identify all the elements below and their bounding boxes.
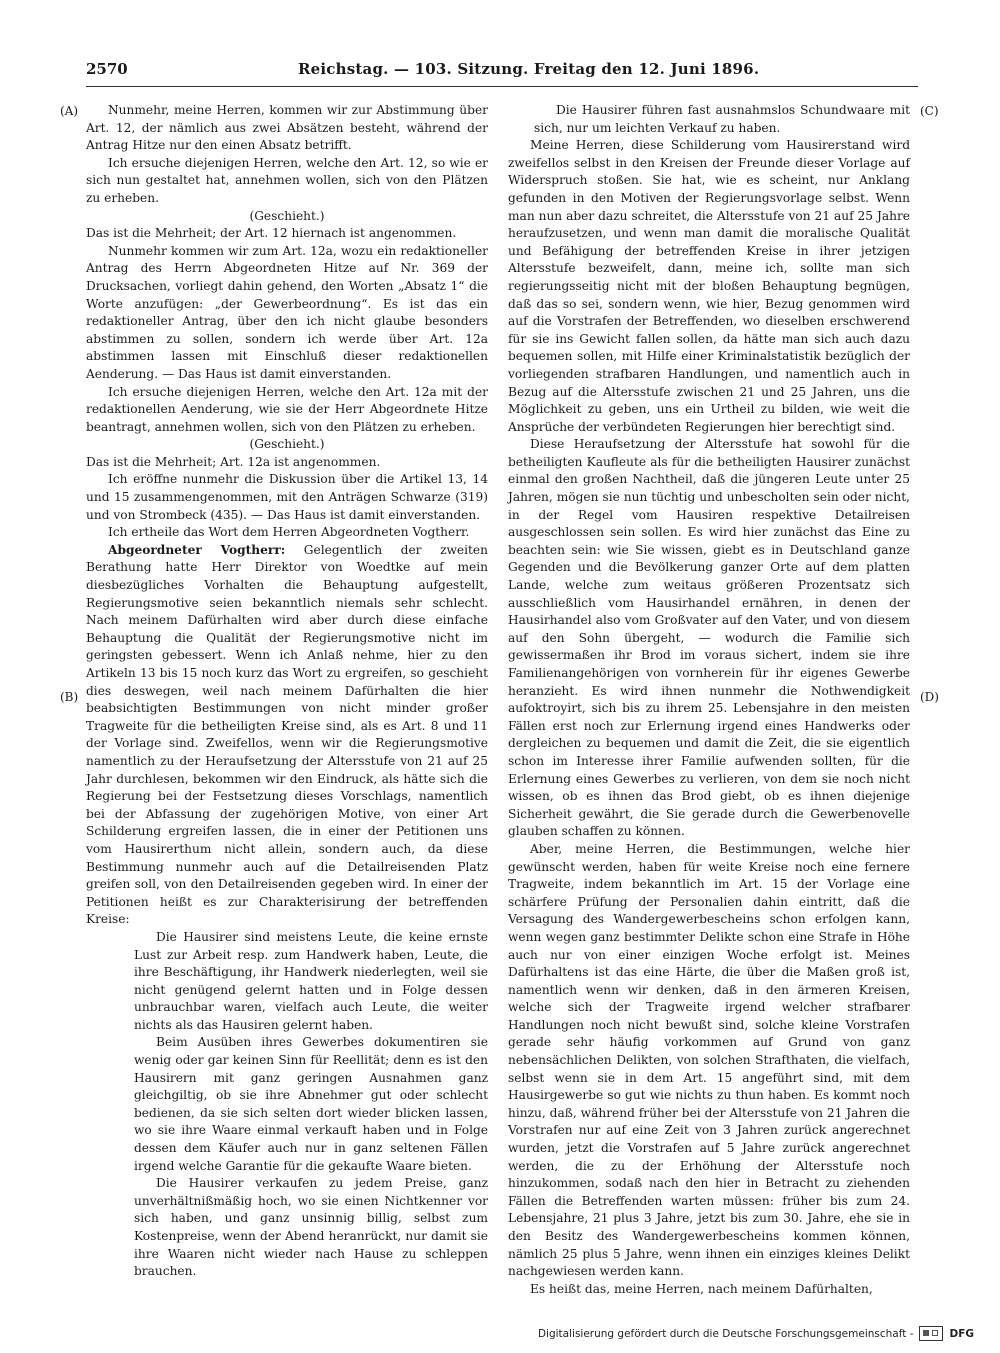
running-head: Reichstag. — 103. Sitzung. Freitag den 12. Juni 1896. [298,60,760,78]
digitization-credit [538,1326,974,1341]
paragraph: Meine Herren, diese Schilderung vom Hausirerstand wird zweifellos selbst in den Kreisen der Freunde dieser Vorlage auf Widerspruch stoßen. Sie hat, wie es scheint, nur Anklang gefunden in den Motiven der Regierungsvorlage selbst. Wenn man nun aber dazu schreitet, die Altersstufe von 21 auf 25 Jahre heraufzusetzen, und wenn man damit die moralische Qualität und Befähigung der betreffenden Kreise in ihrer jetzigen Altersstufe bezweifelt, dann, meine ich, sollte man sich regierungsseitig nicht mit der bloßen Behauptung begnügen, daß das so sei, sondern wenn, wie hier, Bezug genommen wird auf die Vorstrafen der Betreffenden, wo dieselben erschwerend für sie ins Gewicht fallen sollen, da hätte man sich auch dazu bequemen sollen, mit Hilfe einer Kriminalstatistik bezüglich der vorliegenden strafbaren Handlungen, und namentlich auch in Bezug auf die Altersstufe zwischen 21 und 25 Jahren, uns die Möglichkeit zu geben, uns ein Urtheil zu bilden, wie weit die Ansprüche der verbündeten Regierungen hier berechtigt sind. [508,138,910,434]
paragraph: Diese Heraufsetzung der Altersstufe hat sowohl für die betheiligten Kaufleute als für die betheiligten Hausirer zunächst einmal den großen Nachtheil, daß die jüngeren Leute unter 25 Jahren, mögen sie nun tüchtig und unbescholten sein oder nicht, in der Regel vom Hausiren respektive Detailreisen ausgeschlossen sein sollen. Es wird hier zunächst das Eine zu beachten sein: wie Sie wissen, giebt es in Deutschland ganze Gegenden und die Bevölkerung ganzer Orte auf dem platten Lande, welche zum weitaus größeren Prozentsatz sich ausschließlich vom Hausirhandel ernähren, in denen der Hausirhandel also vom Großvater auf den Vater, und von diesem auf den Sohn übergeht, — wodurch die Familie sich gewissermaßen ihr Brod im voraus sichert, indem sie ihre Familienangehörigen von vornherein für ihr eigenes Gewerbe heranzieht. Es wird ihnen nunmehr die Nothwendigkeit aufoktroyirt, sich bis zu ihrem 25. Lebensjahre in den meisten Fällen erst noch zur Erlernung irgend eines Handwerks oder dergleichen zu bequemen und damit die Zeit, die sie eigentlich schon im Interesse ihrer Familie aufwenden sollten, für die Erlernung eines Gewerbes zu verlieren, von dem sie noch nicht wissen, ob es ihnen das Brod giebt, ob es ihnen diejenige Sicherheit gewährt, die Sie gerade durch die Gewerbenovelle glauben schaffen zu können. [508,437,910,839]
paragraph: Ich ersuche diejenigen Herren, welche den Art. 12, so wie er sich nun gestaltet hat, annehmen wollen, sich von den Plätzen zu erheben. [86,155,488,205]
paragraph: Das ist die Mehrheit; der Art. 12 hiernach ist angenommen. [86,226,457,241]
page-number: 2570 [86,60,128,78]
quote-paragraph: Die Hausirer führen fast ausnahmslos Schundwaare mit sich, nur um leichten Verkauf zu haben. [534,103,910,135]
speaker-name: Abgeordneter Vogtherr: [108,542,286,557]
quote-paragraph: Die Hausirer verkaufen zu jedem Preise, ganz unverhältnißmäßig hoch, wo sie einen Nichtkenner vor sich haben, und ganz unsinnig billig, selbst zum Kostenpreise, wenn der Abend heranrückt, nur damit sie ihre Waaren nicht wieder nach Hause zu schleppen brauchen. [134,1176,488,1279]
margin-marker-c: (C) [920,104,939,118]
paragraph: Ich ersuche diejenigen Herren, welche den Art. 12a mit der redaktionellen Aenderung, wie sie der Herr Abgeordnete Hitze beantragt, annehmen wollen, sich von den Plätzen zu erheben. [86,384,488,434]
quote-paragraph: Die Hausirer sind meistens Leute, die keine ernste Lust zur Arbeit resp. zum Handwerk haben, Leute, die ihre Beschäftigung, ihr Handwerk niederlegten, weil sie nicht genügend gelernt hatten und in Folge dessen unbrauchbar waren, vielfach auch Leute, die weiter nichts als das Hausiren gelernt haben. [134,929,488,1032]
margin-marker-d: (D) [920,690,939,704]
speech-paragraph [86,542,488,929]
paragraph: Nunmehr kommen wir zum Art. 12a, wozu ein redaktioneller Antrag des Herrn Abgeordneten Hitze auf Nr. 369 der Drucksachen, vorliegt dahin gehend, den Worten „Absatz 1“ die Worte anzufügen: „der Gewerbeordnung“. Es ist das ein redaktioneller Antrag, über den ich nicht glaube besonders abstimmen zu sollen, sondern ich werde über Art. 12a abstimmen lassen mit Einschluß dieser redaktionellen Aenderung. — Das Haus ist damit einverstanden. [86,243,488,381]
paragraph: Das ist die Mehrheit; Art. 12a ist angenommen. [86,454,381,469]
speech-text: Gelegentlich der zweiten Berathung hatte Herr Direktor von Woedtke auf mein diesbezügliches Vorhalten die Behauptung aufgestellt, Regierungsmotive seien bekanntlich niemals sehr schlecht. Nach meinem Dafürhalten wird aber durch diese einfache Behauptung die Qualität der Regierungsmotive nicht im geringsten gebessert. Wenn ich Anlaß nehme, hier zu den Artikeln 13 bis 15 noch kurz das Wort zu ergreifen, so geschieht dies deswegen, weil nach meinem Dafürhalten die hier beabsichtigten Bestimmungen von nicht minder großer Tragweite für die betheiligten Kreise sind, als es Art. 8 und 11 der Vorlage sind. Zweifellos, wenn wir die Regierungsmotive namentlich zu der Heraufsetzung der Altersstufe von 21 auf 25 Jahr durchlesen, bekommen wir den Eindruck, als hätte sich die Regierung bei der Festsetzung dieses Vorschlags, namentlich bei der Abfassung der zugehörigen Motive, von einer Art Schilderung ergreifen lassen, die in einer der Petitionen uns vom Hausirerthum nicht allein, sondern auch, da diese Bestimmung nunmehr auch auf die Detailreisenden Platz greifen soll, von den Detailreisenden gegeben wird. In einer der Petitionen heißt es zur Charakterisirung der betreffenden Kreise: [86,542,488,927]
paragraph: Ich ertheile das Wort dem Herren Abgeordneten Vogtherr. [108,525,470,540]
right-column [508,102,910,1298]
dfg-logo-text: DFG [949,1327,974,1340]
paragraph: Nunmehr, meine Herren, kommen wir zur Abstimmung über Art. 12, der nämlich aus zwei Absätzen besteht, während der Antrag Hitze nur den einen Absatz betrifft. [86,103,488,153]
quote-paragraph: Beim Ausüben ihres Gewerbes dokumentiren sie wenig oder gar keinen Sinn für Reellität; denn es ist den Hausirern mit ganz geringen Ausnahmen ganz gleichgiltig, ob sie ihre Abnehmer gut oder schlecht bedienen, da sie sich selten dort wieder blicken lassen, wo sie ihre Waare einmal verkauft haben und in Folge dessen dem Käufer auch nur in ganz seltenen Fällen irgend welche Garantie für die gekaufte Waare bieten. [134,1035,488,1173]
stage-direction: (Geschieht.) [249,208,325,223]
credit-text: Digitalisierung gefördert durch die Deutsche Forschungsgemeinschaft - [537,1327,914,1340]
margin-marker-a: (A) [60,104,79,118]
left-column [86,102,488,1281]
margin-marker-b: (B) [60,690,79,704]
paragraph: Es heißt das, meine Herren, nach meinem Dafürhalten, [530,1281,873,1296]
page-header [86,60,918,86]
stage-direction: (Geschieht.) [249,437,325,452]
header-rule [86,86,918,87]
paragraph: Ich eröffne nunmehr die Diskussion über die Artikel 13, 14 und 15 zusammengenommen, mit den Anträgen Schwarze (319) und von Strombeck (435). — Das Haus ist damit einverstanden. [86,472,488,522]
dfg-logo-icon [919,1326,943,1341]
paragraph: Aber, meine Herren, die Bestimmungen, welche hier gewünscht werden, haben für weite Kreise noch eine fernere Tragweite, indem bekanntlich im Art. 15 der Vorlage eine schärfere Prüfung der Personalien dahin eintritt, daß die Versagung des Wandergewerbescheins schon erfolgen kann, wenn wegen ganz bestimmter Delikte schon eine Strafe in Höhe auch nur von einer einzigen Woche erfolgt ist. Meines Dafürhaltens ist das eine Härte, die über die Maßen groß ist, namentlich wenn wir denken, daß in den ärmeren Kreisen, welche sich der Tragweite irgend welcher strafbarer Handlungen noch nicht bewußt sind, solche kleine Vorstrafen gerade sehr häufig vorkommen auf Grund von ganz nebensächlichen Delikten, von solchen Strafthaten, die vielfach, selbst wenn sie in dem Art. 15 angeführt sind, mit dem Hausirgewerbe so gut wie nichts zu thun haben. Es kommt noch hinzu, daß, während früher bei der Altersstufe von 21 Jahren die Vorstrafen nur auf eine Zeit von 3 Jahren zurück angerechnet wurden, jetzt die Vorstrafen auf 5 Jahre zurück angerechnet werden, die zu der Erhöhung der Altersstufe noch hinzukommen, sodaß nach den hier in Betracht zu ziehenden Fällen die Betreffenden warten müssen: früher bis zum 24. Lebensjahre, 21 plus 3 Jahre, jetzt bis zum 30. Jahre, ehe sie in den Besitz des Wandergewerbescheins kommen können, nämlich 25 plus 5 Jahre, wenn ihnen ein einziges kleines Delikt nachgewiesen werden kann. [508,841,910,1279]
